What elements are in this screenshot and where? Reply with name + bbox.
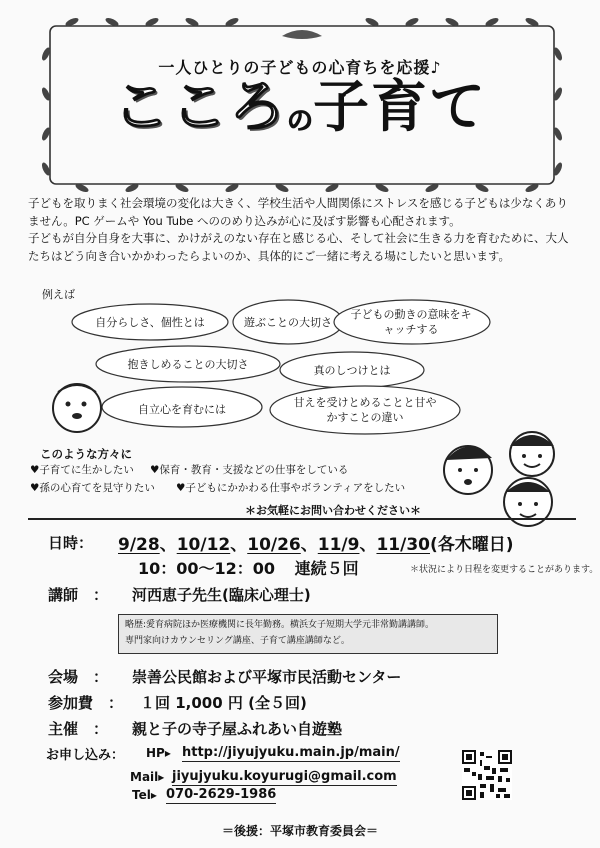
schedule-note: ＊状況により日程を変更することがあります。 [410,565,599,575]
qr-code-icon[interactable] [462,750,512,800]
weekday: (各木曜日) [430,535,514,555]
divider [28,518,576,520]
baby-face-icon [46,378,108,434]
hp-label: HP▸ [146,746,171,760]
time-row [138,556,359,579]
date-item: 9/28 [118,535,160,555]
tel-label: Tel▸ [132,788,157,802]
apply-label: お申し込み： [46,748,125,763]
support-credit: ＝後援：平塚市教育委員会＝ [221,824,378,838]
sessions: 連続５回 [294,559,359,578]
examples-label: 例えば [42,288,75,301]
audience-item: ♥子どもにかかわる仕事やボランティアをしたい [176,482,406,494]
children-faces-icon [440,430,570,530]
intro-text [28,195,578,265]
phone-number[interactable]: 070-2629-1986 [166,787,277,802]
bio-line: 略歴:愛育病院ほか医療機関に長年勤務。横浜女子短期大学元非常勤講講師。 [125,620,435,630]
lecturer-bio [118,614,498,654]
date-list: 9/28、10/12、10/26、11/9、11/30(各木曜日) [118,535,514,555]
cloud-item-child-movement: 子どもの動きの意味をキャッチする [350,308,472,336]
lecturer-name: 河西恵子先生(臨床心理士) [132,586,311,604]
cloud-item-hugging: 抱きしめることの大切さ [127,357,249,371]
fee: １回 1,000 円 (全５回) [140,694,307,712]
mail-label: Mail▸ [130,770,165,784]
date-item: 11/30 [376,535,430,555]
date-item: 10/26 [247,535,301,555]
fee-label: 参加費 ： [48,694,124,712]
audience-item: ♥孫の心育てを見守りたい [30,482,155,494]
date-label: 日時： [48,534,94,552]
date-item: 10/12 [176,535,231,555]
venue: 崇善公民館および平塚市民活動センター [132,668,402,686]
lecturer-label: 講師 ： [48,586,109,604]
cloud-item-indulgence: 甘えを受けとめることと甘やかすことの違い [293,396,437,424]
cloud-item-independence: 自立心を育むには [138,402,226,416]
intro-paragraph-1: 子どもを取りまく社会環境の変化は大きく、学校生活や人間関係にストレスを感じる子どもは少なくありません。PC ゲームや You Tube へののめり込みが心に及ぼす影響も心配されます。 [28,196,568,228]
bio-line: 専門家向けカウンセリング講座、子育て講座講師など。 [125,636,350,646]
title-no: の [286,106,313,137]
host-label: 主催 ： [48,720,109,738]
homepage-link[interactable]: http://jiyujyuku.main.jp/main/ [182,745,400,760]
title-kokoro: こころ [112,75,287,140]
audience-item: ♥保育・教育・支援などの仕事をしている [150,464,349,476]
time: 10：00～12：00 [138,559,276,578]
email-link[interactable]: jiyujyuku.koyurugi@gmail.com [172,769,397,784]
venue-label: 会場 ： [48,668,109,686]
intro-paragraph-2: 子どもが自分自身を大事に、かけがえのない存在と感じる心、そして社会に生きる力を育むために、大人たちはどう向き合いかかわったらよいのか、具体的にご一緒に考える場にしたいと思います。 [28,231,569,263]
date-item: 11/9 [317,535,360,555]
host: 親と子の寺子屋ふれあい自遊塾 [132,720,343,738]
cloud-item-play: 遊ぶことの大切さ [244,315,332,329]
audience-item: ♥子育てに生かしたい [30,464,134,476]
audience-title: このような方々に [40,447,132,461]
cloud-item-discipline: 真のしつけとは [313,363,391,377]
bird-icon [282,30,322,39]
contact-note: ＊お気軽にお問い合わせください＊ [245,504,421,517]
cloud-item-individuality: 自分らしさ、個性とは [95,315,205,329]
title-kosodate: 子育て [313,75,487,140]
page-title [0,75,600,140]
slogan: 一人ひとりの子どもの心育ちを応援♪ [158,58,442,77]
